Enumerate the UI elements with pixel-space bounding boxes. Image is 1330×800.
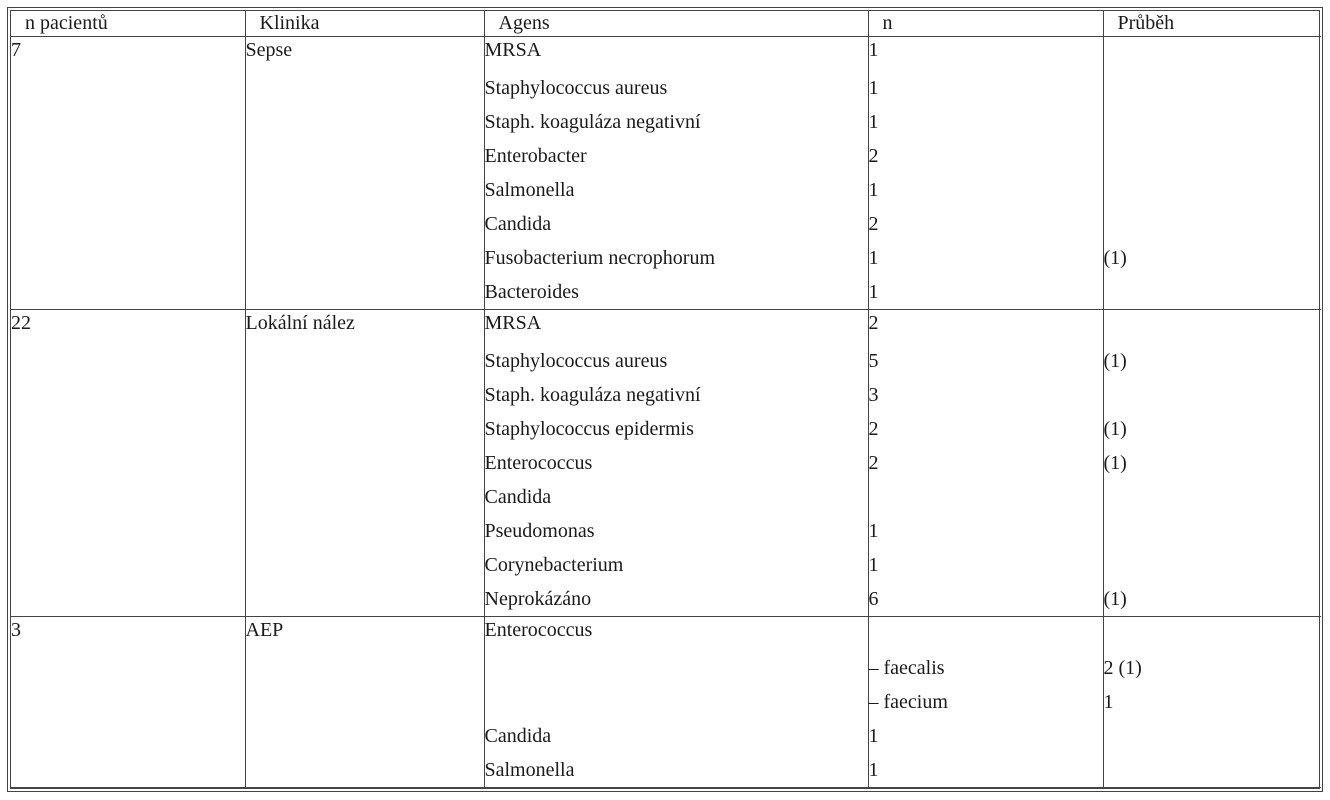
n-value: 5 [868, 350, 879, 372]
prubeh-value [1104, 617, 1322, 651]
n-value: – faecium [868, 691, 948, 713]
agens-cell [484, 617, 868, 788]
prubeh-value [1104, 310, 1322, 344]
prubeh-value: 1 [1103, 691, 1114, 713]
agens-value: Neprokázáno [484, 588, 592, 610]
agens-value: MRSA [484, 39, 542, 61]
n-value: 2 [868, 213, 879, 235]
n-value: 2 [868, 418, 879, 440]
prubeh-value: 2 (1) [1103, 657, 1142, 679]
agens-value: Bacteroides [484, 281, 579, 303]
n-value [869, 480, 1103, 514]
agens-value [485, 685, 868, 719]
agens-value: Fusobacterium necrophorum [484, 247, 715, 269]
clinic-label: AEP [245, 619, 284, 641]
patients-count-cell [11, 617, 245, 788]
table-row-group [11, 37, 1321, 310]
n-value: 3 [868, 384, 879, 406]
prubeh-value: (1) [1103, 247, 1127, 269]
agens-value: Candida [484, 725, 552, 747]
agens-value: Salmonella [484, 179, 575, 201]
prubeh-value [1104, 753, 1322, 787]
prubeh-value: (1) [1103, 350, 1127, 372]
agens-value: Salmonella [484, 759, 575, 781]
n-value: 1 [868, 281, 879, 303]
n-value: – faecalis [868, 657, 945, 679]
n-value: 1 [868, 77, 879, 99]
clinic-label: Lokální nález [245, 312, 355, 334]
patients-count: 22 [11, 312, 31, 334]
prubeh-value [1104, 378, 1322, 412]
clinic-label: Sepse [245, 39, 293, 61]
prubeh-value [1104, 173, 1322, 207]
table-frame [7, 7, 1323, 792]
table-header [11, 11, 1321, 37]
agens-value: Staphylococcus aureus [484, 77, 668, 99]
prubeh-value [1104, 480, 1322, 514]
prubeh-value: (1) [1103, 418, 1127, 440]
agens-value: Staphylococcus aureus [484, 350, 668, 372]
prubeh-value [1104, 548, 1322, 582]
table-frame-inner [10, 10, 1320, 789]
agens-value: Enterococcus [484, 619, 593, 641]
table-row-group [11, 310, 1321, 617]
prubeh-cell [1103, 37, 1321, 310]
prubeh-cell [1103, 310, 1321, 617]
table-row-group [11, 617, 1321, 788]
clinic-cell [245, 37, 484, 310]
header-row [11, 11, 1321, 37]
n-value: 1 [868, 759, 879, 781]
data-table [11, 11, 1321, 788]
n-value: 1 [868, 247, 879, 269]
n-value: 1 [868, 725, 879, 747]
agens-value: Enterococcus [484, 452, 593, 474]
prubeh-value [1104, 207, 1322, 241]
n-value: 2 [868, 312, 879, 334]
prubeh-value [1104, 71, 1322, 105]
agens-value: Corynebacterium [484, 554, 624, 576]
n-value: 1 [868, 39, 879, 61]
header-klinika: Klinika [245, 11, 484, 37]
prubeh-value [1104, 275, 1322, 309]
n-value: 2 [868, 145, 879, 167]
agens-value: Enterobacter [484, 145, 587, 167]
header-agens: Agens [484, 11, 868, 37]
patients-count: 7 [11, 39, 21, 61]
agens-value: Staphylococcus epidermis [484, 418, 694, 440]
agens-value [485, 651, 868, 685]
prubeh-cell [1103, 617, 1321, 788]
agens-value: Candida [484, 486, 552, 508]
patients-count-cell [11, 37, 245, 310]
n-value: 1 [868, 111, 879, 133]
agens-value: Staph. koaguláza negativní [484, 111, 701, 133]
header-n: n [868, 11, 1103, 37]
header-n-pacientu: n pacientů [11, 11, 245, 37]
prubeh-value: (1) [1103, 588, 1127, 610]
prubeh-value [1104, 37, 1322, 71]
agens-value: Staph. koaguláza negativní [484, 384, 701, 406]
n-value: 6 [868, 588, 879, 610]
n-value: 2 [868, 452, 879, 474]
clinic-cell [245, 617, 484, 788]
agens-cell [484, 37, 868, 310]
agens-value: MRSA [484, 312, 542, 334]
n-value [869, 617, 1103, 651]
n-cell [868, 37, 1103, 310]
agens-cell [484, 310, 868, 617]
patients-count: 3 [11, 619, 21, 641]
n-value: 1 [868, 179, 879, 201]
n-cell [868, 617, 1103, 788]
header-prubeh: Průběh [1103, 11, 1321, 37]
prubeh-value [1104, 139, 1322, 173]
n-cell [868, 310, 1103, 617]
agens-value: Pseudomonas [484, 520, 595, 542]
patients-count-cell [11, 310, 245, 617]
clinic-cell [245, 310, 484, 617]
n-value: 1 [868, 520, 879, 542]
prubeh-value [1104, 514, 1322, 548]
n-value: 1 [868, 554, 879, 576]
prubeh-value: (1) [1103, 452, 1127, 474]
table-body [11, 37, 1321, 788]
prubeh-value [1104, 719, 1322, 753]
prubeh-value [1104, 105, 1322, 139]
agens-value: Candida [484, 213, 552, 235]
